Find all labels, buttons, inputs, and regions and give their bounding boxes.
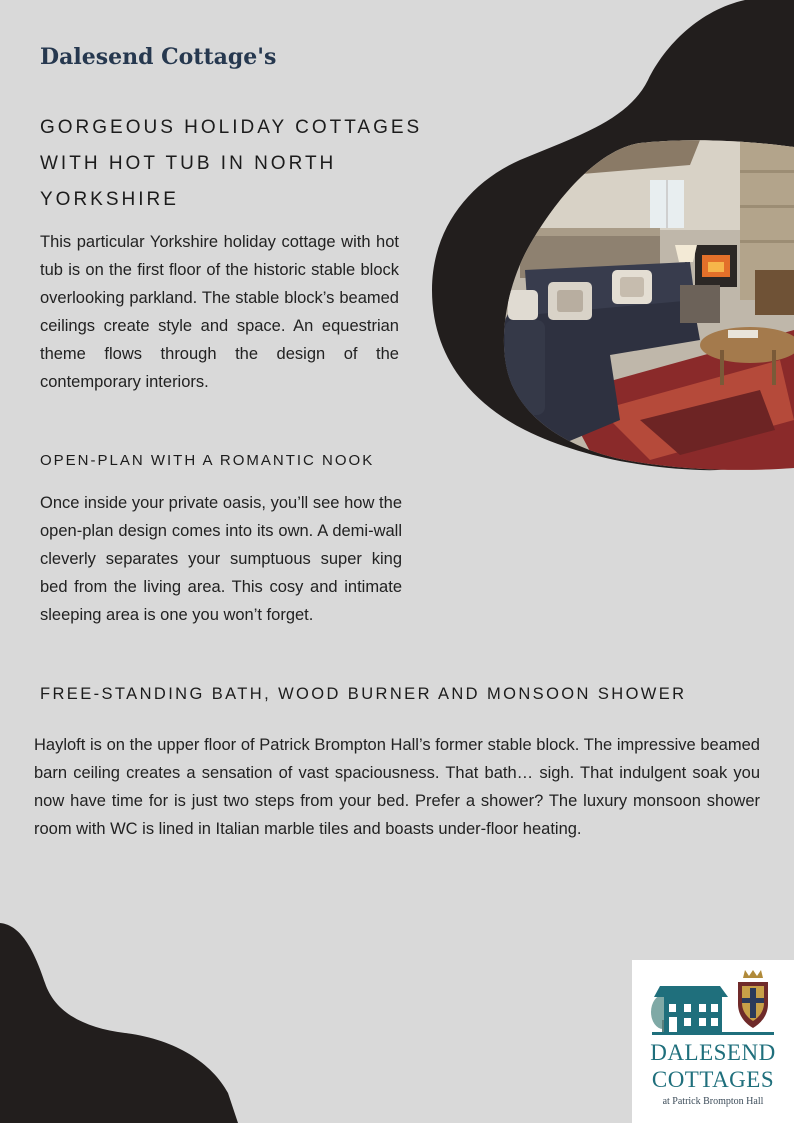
main-heading: GORGEOUS HOLIDAY COTTAGES WITH HOT TUB IN NORTH YORKSHIRE [40, 117, 423, 210]
logo-line-1: DALESEND [650, 1040, 776, 1065]
bath-heading: FREE-STANDING BATH, WOOD BURNER AND MONSOON SHOWER [40, 685, 687, 703]
logo-line-3: at Patrick Brompton Hall [662, 1096, 764, 1107]
logo-line-2: COTTAGES [651, 1067, 775, 1092]
intro-paragraph: This particular Yorkshire holiday cottage with hot tub is on the first floor of the historic stable block overlooking parkland. The stable block’s beamed ceilings create style and space. An equestrian theme flows through the design of the contemporary interiors. [40, 233, 399, 391]
cottage-crest-icon [632, 960, 794, 1038]
bottom-left-dark-blob [0, 913, 240, 1123]
open-plan-heading: OPEN-PLAN WITH A ROMANTIC NOOK [40, 452, 375, 469]
brand-title: Dalesend Cottage's [40, 44, 277, 70]
dalesend-cottages-logo [632, 960, 794, 1123]
open-plan-paragraph: Once inside your private oasis, you’ll see how the open-plan design comes into its own. A demi-wall cleverly separates your sumptuous super king bed from the living area. This cosy and intimate sleeping area is one you won’t forget. [40, 494, 402, 624]
bath-paragraph: Hayloft is on the upper floor of Patrick Brompton Hall’s former stable block. The impressive beamed barn ceiling creates a sensation of vast spaciousness. That bath… sigh. That indulgent soak you now have time for is just two steps from your bed. Prefer a shower? The luxury monsoon shower room with WC is lined in Italian marble tiles and boasts under-floor heating. [34, 736, 760, 838]
